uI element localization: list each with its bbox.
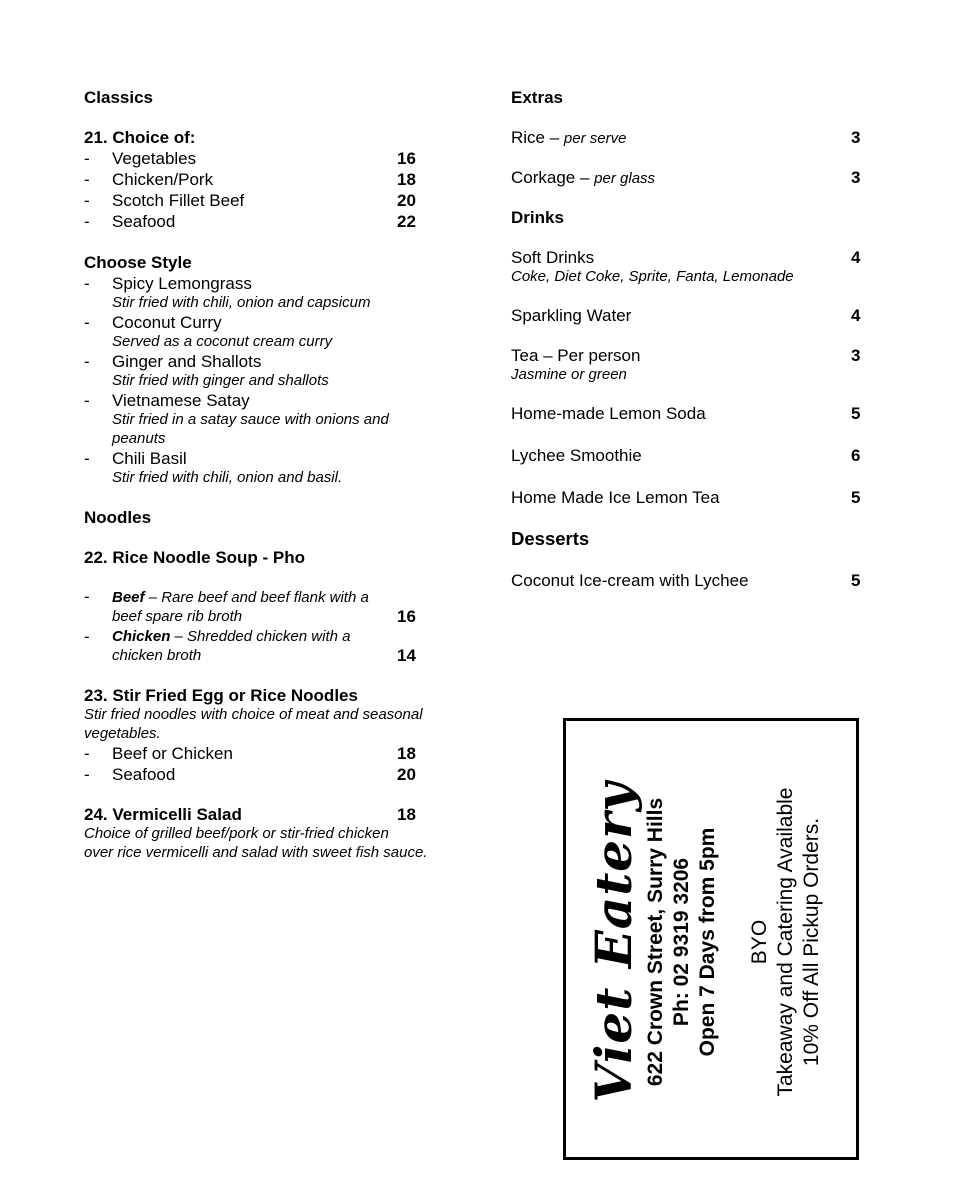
option-price: 20: [397, 191, 416, 210]
restaurant-card: [563, 718, 859, 1160]
restaurant-hours: Open 7 Days from 5pm: [696, 827, 719, 1057]
item-24-price: 18: [397, 805, 416, 824]
style-name: Vietnamese Satay: [112, 391, 250, 410]
option-price: 22: [397, 212, 416, 231]
extras-item-label: [511, 128, 626, 148]
extras-item-price: 3: [851, 128, 861, 147]
restaurant-logo: Viet Eatery: [584, 781, 643, 1103]
style-desc: Stir fried with chili, onion and basil.: [112, 469, 343, 486]
dessert-name: Coconut Ice-cream with Lychee: [511, 571, 749, 590]
style-desc-cont: peanuts: [112, 430, 166, 447]
style-desc: Stir fried in a satay sauce with onions and: [112, 411, 389, 428]
dash: -: [84, 627, 90, 646]
desserts-heading: Desserts: [511, 528, 590, 549]
drink-desc: Jasmine or green: [511, 366, 627, 383]
drink-price: 4: [851, 306, 861, 325]
pho-name: Chicken: [112, 628, 171, 645]
style-desc: Stir fried with chili, onion and capsicum: [112, 294, 371, 311]
dash: -: [84, 449, 90, 468]
dash: -: [84, 765, 90, 784]
drink-name: Soft Drinks: [511, 248, 595, 267]
item-23-desc: Stir fried noodles with choice of meat and seasonal: [84, 706, 423, 723]
drinks-heading: Drinks: [511, 208, 564, 227]
dessert-price: 5: [851, 571, 861, 590]
drink-price: 5: [851, 488, 861, 507]
drink-price: 6: [851, 446, 861, 465]
dash: -: [84, 149, 90, 168]
style-desc: Served as a coconut cream curry: [112, 333, 333, 350]
style-name: Coconut Curry: [112, 313, 222, 332]
restaurant-address: 622 Crown Street, Surry Hills: [644, 797, 667, 1087]
extras-item-name: Rice –: [511, 128, 564, 147]
drink-name: Home Made Ice Lemon Tea: [511, 488, 720, 507]
dash: -: [84, 191, 90, 210]
dash: -: [84, 744, 90, 763]
option-price: 20: [397, 765, 416, 784]
option-name: Vegetables: [112, 149, 197, 168]
drink-name: Lychee Smoothie: [511, 446, 642, 465]
drink-name: Tea – Per person: [511, 346, 641, 365]
pho-desc-line: [112, 589, 369, 606]
dash: -: [84, 587, 90, 606]
pho-price: 14: [397, 646, 416, 665]
option-price: 18: [397, 170, 416, 189]
extras-item-price: 3: [851, 168, 861, 187]
dash: -: [84, 170, 90, 189]
pho-desc: – Rare beef and beef flank with a: [144, 589, 369, 606]
pho-name: Beef: [112, 589, 145, 606]
item-24-desc: Choice of grilled beef/pork or stir-fried chicken: [84, 825, 389, 842]
style-name: Spicy Lemongrass: [112, 274, 252, 293]
item-21-title: 21. Choice of:: [84, 128, 196, 147]
card-content: [566, 721, 862, 1163]
drink-name: Sparkling Water: [511, 306, 632, 325]
option-name: Scotch Fillet Beef: [112, 191, 245, 210]
pho-price: 16: [397, 607, 416, 626]
option-name: Chicken/Pork: [112, 170, 214, 189]
extras-item-note: per glass: [594, 170, 656, 187]
item-24-title: 24. Vermicelli Salad: [84, 805, 242, 824]
extras-item-name: Corkage –: [511, 168, 595, 187]
drink-price: 5: [851, 404, 861, 423]
restaurant-takeaway: Takeaway and Catering Available: [774, 787, 797, 1097]
option-name: Seafood: [112, 765, 176, 784]
drink-desc: Coke, Diet Coke, Sprite, Fanta, Lemonade: [511, 268, 794, 285]
item-23-title: 23. Stir Fried Egg or Rice Noodles: [84, 686, 358, 705]
drink-price: 3: [851, 346, 861, 365]
dash: -: [84, 274, 90, 293]
drink-name: Home-made Lemon Soda: [511, 404, 706, 423]
style-desc: Stir fried with ginger and shallots: [112, 372, 329, 389]
noodles-heading: Noodles: [84, 508, 152, 527]
item-23-desc-cont: vegetables.: [84, 725, 161, 742]
dash: -: [84, 352, 90, 371]
option-price: 18: [397, 744, 416, 763]
option-name: Beef or Chicken: [112, 744, 233, 763]
dash: -: [84, 212, 90, 231]
item-24-desc-cont: over rice vermicelli and salad with sweet fish sauce.: [84, 844, 428, 861]
item-22-title: 22. Rice Noodle Soup - Pho: [84, 548, 306, 567]
style-name: Chili Basil: [112, 449, 187, 468]
dash: -: [84, 313, 90, 332]
drink-price: 4: [851, 248, 861, 267]
restaurant-byo: BYO: [748, 919, 771, 965]
extras-item-note: per serve: [563, 130, 627, 147]
option-price: 16: [397, 149, 416, 168]
restaurant-phone: Ph: 02 9319 3206: [670, 857, 693, 1027]
dash: -: [84, 391, 90, 410]
restaurant-discount: 10% Off All Pickup Orders.: [800, 817, 823, 1067]
extras-item-label: [511, 168, 655, 188]
choose-style-heading: Choose Style: [84, 253, 192, 272]
option-name: Seafood: [112, 212, 176, 231]
extras-heading: Extras: [511, 88, 563, 107]
style-name: Ginger and Shallots: [112, 352, 262, 371]
classics-heading: Classics: [84, 88, 153, 107]
pho-desc-line: [112, 628, 350, 645]
pho-desc: – Shredded chicken with a: [170, 628, 351, 645]
pho-desc-cont: chicken broth: [112, 647, 202, 664]
pho-desc-cont: beef spare rib broth: [112, 608, 243, 625]
